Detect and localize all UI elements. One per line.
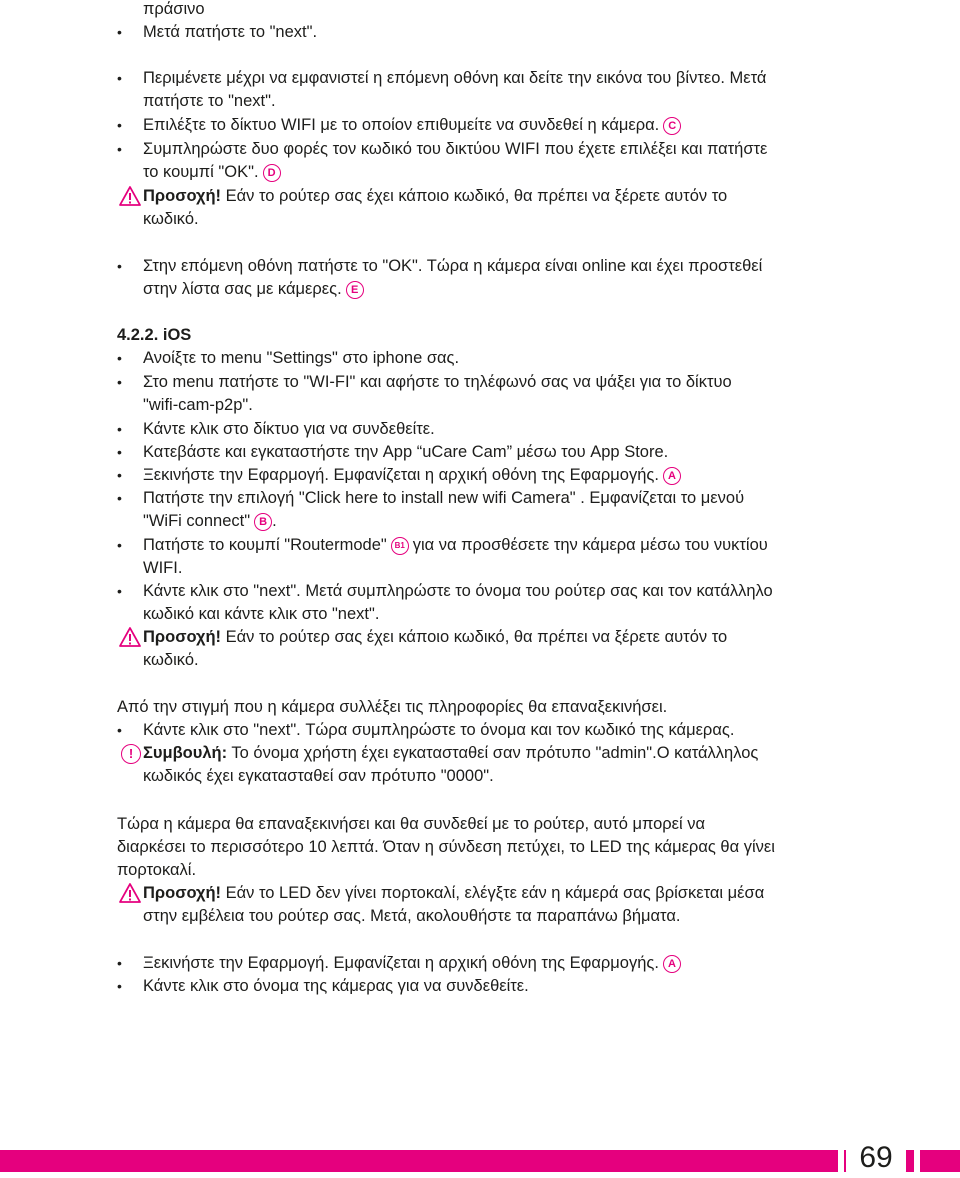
list-item-text: Πατήστε το κουμπί "Routermode" (143, 536, 387, 554)
marker-c: C (663, 117, 681, 135)
bullet: • (117, 444, 122, 460)
line-text: "WiFi connect" (143, 512, 251, 530)
list-item (143, 952, 681, 974)
list-item: Στο menu πατήστε το "WI-FI" και αφήστε το τηλέφωνό σας να ψάξει για το δίκτυο (143, 373, 732, 391)
list-item: Ανοίξτε το menu "Settings" στο iphone σας. (143, 349, 460, 367)
warning-body: Εάν το ρούτερ σας έχει κάποιο κωδικό, θα πρέπει να ξέρετε αυτόν το (221, 187, 728, 205)
exclamation-circle-icon: ! (121, 744, 141, 764)
tip-text (143, 742, 758, 764)
marker-a: A (663, 955, 681, 973)
paragraph-line: Από την στιγμή που η κάμερα συλλέξει τις πληροφορίες θα επαναξεκινήσει. (117, 698, 668, 716)
bullet: • (117, 258, 122, 274)
text-line: στην εμβέλεια του ρούτερ σας. Μετά, ακολουθήστε τα παραπάνω βήματα. (143, 907, 681, 925)
text-line (143, 278, 364, 300)
paragraph-line: Τώρα η κάμερα θα επαναξεκινήσει και θα συνδεθεί με το ρούτερ, αυτό μπορεί να (117, 815, 706, 833)
text-line: "wifi-cam-p2p". (143, 396, 253, 414)
marker-b: B (254, 513, 272, 531)
bullet: • (117, 955, 122, 971)
warning-body: Εάν το LED δεν γίνει πορτοκαλί, ελέγξτε εάν η κάμερά σας βρίσκεται μέσα (221, 884, 765, 902)
list-item: Περιμένετε μέχρι να εμφανιστεί η επόμενη οθόνη και δείτε την εικόνα του βίντεο. Μετά (143, 69, 767, 87)
bullet: • (117, 978, 122, 994)
bullet: • (117, 467, 122, 483)
bullet: • (117, 722, 122, 738)
list-item: Στην επόμενη οθόνη πατήστε το "ΟΚ". Τώρα η κάμερα είναι online και έχει προστεθεί (143, 257, 763, 275)
bullet: • (117, 490, 122, 506)
list-item (143, 114, 681, 136)
warning-label: Προσοχή! (143, 628, 222, 646)
bullet: • (117, 421, 122, 437)
section-heading: 4.2.2. iOS (117, 326, 192, 344)
text-line: πράσινο (143, 0, 205, 18)
text-line: κωδικό. (143, 210, 199, 228)
warning-triangle-icon (119, 627, 141, 647)
marker-e: E (346, 281, 364, 299)
text-line: κωδικό. (143, 651, 199, 669)
list-item-text: Επιλέξτε το δίκτυο WIFI με το οποίον επιθυμείτε να συνδεθεί η κάμερα. (143, 116, 660, 134)
page-number: 69 (846, 1139, 906, 1177)
text-line: WIFI. (143, 559, 183, 577)
line-text: το κουμπί "ΟΚ". (143, 163, 259, 181)
list-item (143, 534, 768, 556)
list-item-text: Ξεκινήστε την Εφαρμογή. Εμφανίζεται η αρχική οθόνη της Εφαρμογής. (143, 466, 659, 484)
list-item: Συμπληρώστε δυο φορές τον κωδικό του δικτύου WIFI που έχετε επιλέξει και πατήστε (143, 140, 768, 158)
warning-label: Προσοχή! (143, 884, 222, 902)
footer-bar-gap (838, 1150, 844, 1172)
text-line (143, 510, 277, 532)
marker-a: A (663, 467, 681, 485)
tip-body: Το όνομα χρήστη έχει εγκατασταθεί σαν πρότυπο "admin".Ο κατάλληλος (227, 744, 759, 762)
bullet: • (117, 583, 122, 599)
bullet: • (117, 117, 122, 133)
bullet: • (117, 537, 122, 553)
warning-triangle-icon (119, 186, 141, 206)
warning-text (143, 626, 727, 648)
list-item: Κάντε κλικ στο όνομα της κάμερας για να συνδεθείτε. (143, 977, 529, 995)
bullet: • (117, 141, 122, 157)
warning-text (143, 185, 727, 207)
list-item: Κάντε κλικ στο "next". Τώρα συμπληρώστε το όνομα και τον κωδικό της κάμερας. (143, 721, 735, 739)
text-line: πατήστε το "next". (143, 92, 276, 110)
text-line: κωδικός έχει εγκατασταθεί σαν πρότυπο "0000". (143, 767, 494, 785)
warning-triangle-icon (119, 883, 141, 903)
warning-label: Προσοχή! (143, 187, 222, 205)
bullet: • (117, 374, 122, 390)
bullet: • (117, 70, 122, 86)
list-item: Κατεβάστε και εγκαταστήστε την App “uCare Cam” μέσω του App Store. (143, 443, 669, 461)
list-item: Πατήστε την επιλογή "Click here to install new wifi Camera" . Εμφανίζεται το μενού (143, 489, 745, 507)
bullet: • (117, 350, 122, 366)
bullet: • (117, 24, 122, 40)
list-item: Κάντε κλικ στο "next". Μετά συμπληρώστε το όνομα του ρούτερ σας και τον κατάλληλο (143, 582, 773, 600)
marker-b1: B1 (391, 537, 409, 555)
list-item: Μετά πατήστε το "next". (143, 23, 318, 41)
line-text-end: . (272, 512, 277, 530)
paragraph-line: διαρκέσει το περισσότερο 10 λεπτά. Όταν η σύνδεση πετύχει, το LED της κάμερας θα γίνει (117, 838, 775, 856)
text-line: κωδικό και κάντε κλικ στο "next". (143, 605, 380, 623)
text-line (143, 161, 281, 183)
warning-body: Εάν το ρούτερ σας έχει κάποιο κωδικό, θα πρέπει να ξέρετε αυτόν το (221, 628, 728, 646)
marker-d: D (263, 164, 281, 182)
list-item (143, 464, 681, 486)
tip-label: Συμβουλή: (143, 744, 228, 762)
line-text: στην λίστα σας με κάμερες. (143, 280, 342, 298)
list-item: Κάντε κλικ στο δίκτυο για να συνδεθείτε. (143, 420, 435, 438)
list-item-text: Ξεκινήστε την Εφαρμογή. Εμφανίζεται η αρχική οθόνη της Εφαρμογής. (143, 954, 659, 972)
paragraph-line: πορτοκαλί. (117, 861, 197, 879)
footer-bar-gap (914, 1150, 920, 1172)
list-item-text-cont: για να προσθέσετε την κάμερα μέσω του νυκτίου (412, 536, 768, 554)
footer-bar (0, 1150, 960, 1172)
warning-text (143, 882, 764, 904)
